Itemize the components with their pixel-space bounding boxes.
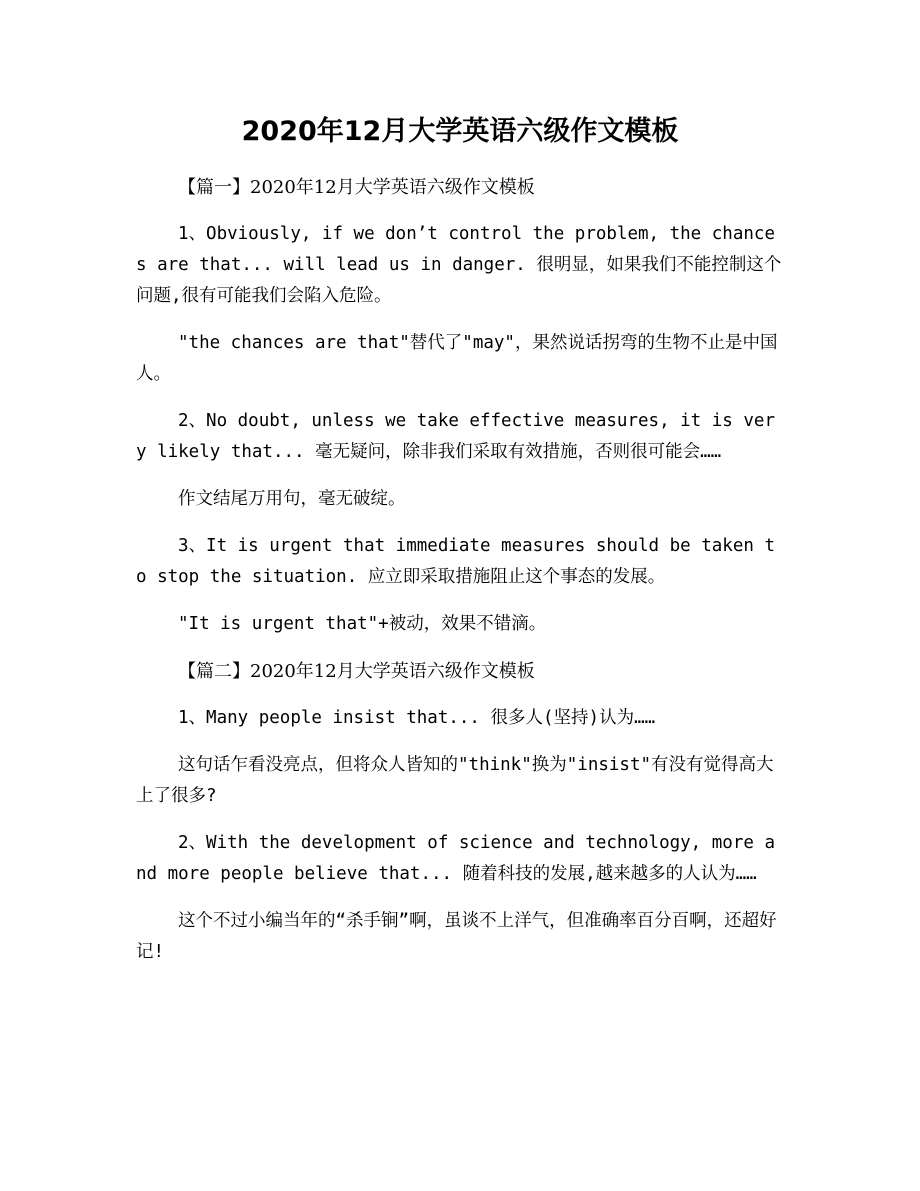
paragraph-comment-2: 作文结尾万用句，毫无破绽。 <box>178 489 406 509</box>
paragraph-comment-3: "It is urgent that"+被动，效果不错滴。 <box>178 614 547 634</box>
paragraph-template-2: 2、No doubt, unless we take effective measures, it is very likely that... 毫无疑问，除非我们采取有效措施，否则很可能会…… <box>136 411 775 462</box>
paragraph-comment-4: 这句话乍看没亮点，但将众人皆知的"think"换为"insist"有没有觉得高大上了很多? <box>136 755 774 806</box>
paragraph-comment-1: "the chances are that"替代了"may"，果然说话拐弯的生物不止是中国人。 <box>136 333 778 384</box>
document-title: 2020年12月大学英语六级作文模板 <box>241 116 679 147</box>
paragraph-comment-5: 这个不过小编当年的“杀手锏”啊，虽谈不上洋气，但准确率百分百啊，还超好记! <box>136 911 777 962</box>
paragraph-template-1: 1、Obviously, if we don’t control the problem, the chances are that... will lead us in danger. 很明显，如果我们不能控制这个问题,很有可能我们会陷入危险。 <box>136 224 782 306</box>
paragraph-template-3: 3、It is urgent that immediate measures should be taken to stop the situation. 应立即采取措施阻止这个事态的发展。 <box>136 536 775 587</box>
section-heading-1: 【篇一】2020年12月大学英语六级作文模板 <box>178 177 535 198</box>
document-body <box>136 172 784 984</box>
paragraph-template-4: 1、Many people insist that... 很多人(坚持)认为…… <box>178 708 656 728</box>
section-heading-2: 【篇二】2020年12月大学英语六级作文模板 <box>178 661 535 682</box>
paragraph-template-5: 2、With the development of science and technology, more and more people believe that... 随着科技的发展,越来越多的人认为…… <box>136 833 775 884</box>
